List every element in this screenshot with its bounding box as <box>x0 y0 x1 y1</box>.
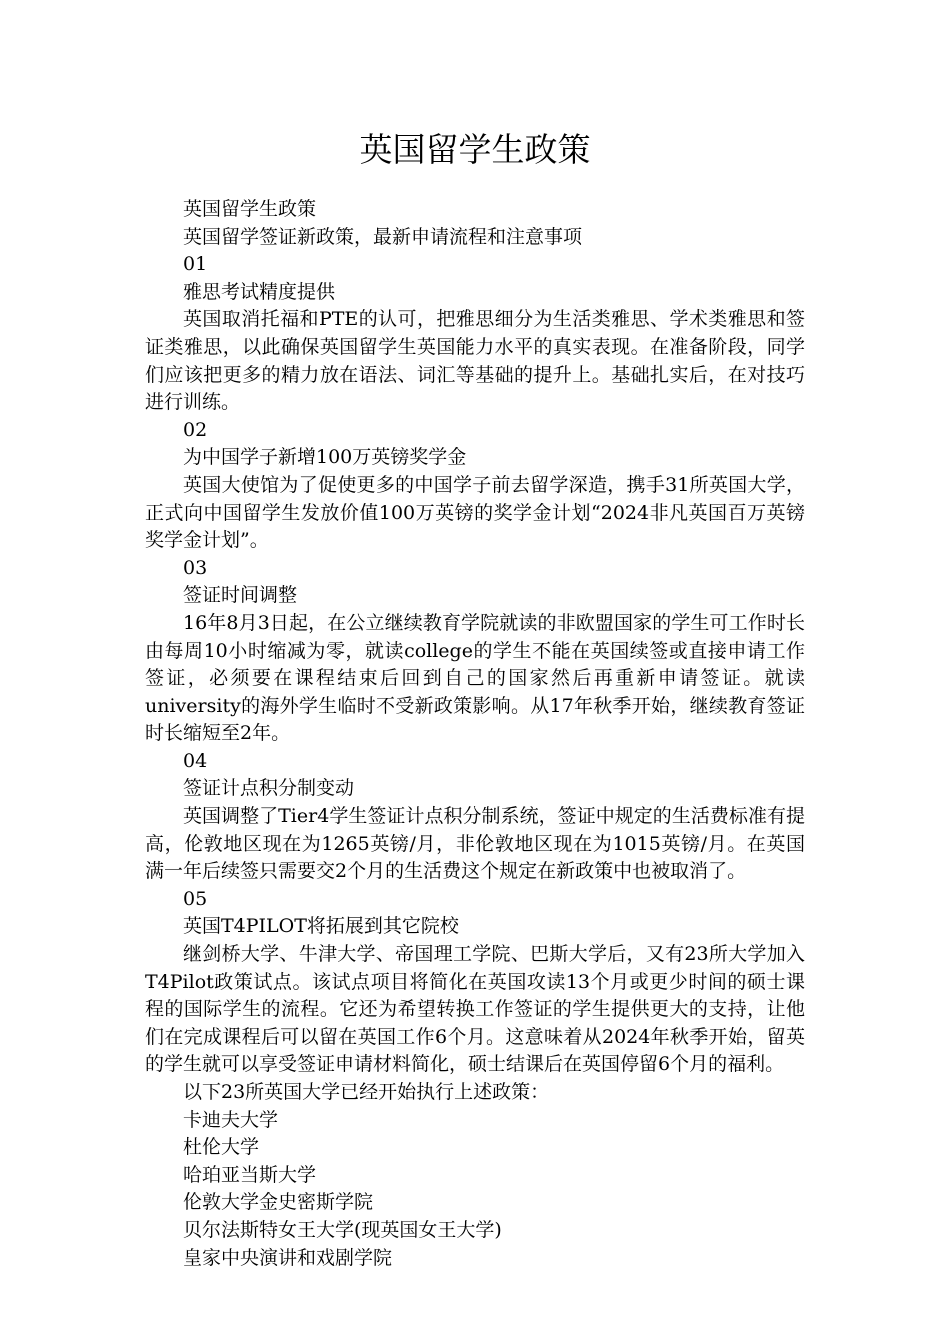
section-heading: 为中国学子新增100万英镑奖学金 <box>183 446 467 469</box>
university-list-item: 哈珀亚当斯大学 <box>183 1163 317 1186</box>
section-heading: 签证计点积分制变动 <box>183 777 355 800</box>
university-list-item: 贝尔法斯特女王大学(现英国女王大学) <box>183 1218 502 1241</box>
document-title: 英国留学生政策 <box>359 130 591 169</box>
section-number: 03 <box>183 556 208 579</box>
paragraph: 16年8月3日起，在公立继续教育学院就读的非欧盟国家的学生可工作时长由每周10小时缩减为零，就读college的学生不能在英国续签或直接申请工作签证，必须要在课程结束后回到自己的国家然后再重新申请签证。就读university的海外学生临时不受新政策影响。从17年秋季开始，继续教育签证时长缩短至2年。 <box>145 611 805 745</box>
paragraph-subtitle: 英国留学签证新政策，最新申请流程和注意事项 <box>183 225 583 248</box>
section-heading: 雅思考试精度提供 <box>183 280 336 303</box>
university-list-item: 皇家中央演讲和戏剧学院 <box>183 1246 393 1269</box>
document-body <box>145 196 805 1272</box>
university-list-item: 卡迪夫大学 <box>183 1108 279 1131</box>
section-number: 01 <box>183 253 208 276</box>
university-list-item: 杜伦大学 <box>183 1136 260 1159</box>
section-number: 05 <box>183 887 208 910</box>
paragraph: 英国取消托福和PTE的认可，把雅思细分为生活类雅思、学术类雅思和签证类雅思，以此确保英国留学生英国能力水平的真实表现。在准备阶段，同学们应该把更多的精力放在语法、词汇等基础的提升上。基础扎实后，在对技巧进行训练。 <box>145 308 805 414</box>
section-number: 04 <box>183 749 208 772</box>
section-heading: 英国T4PILOT将拓展到其它院校 <box>183 915 459 938</box>
section-number: 02 <box>183 418 208 441</box>
paragraph: 英国大使馆为了促使更多的中国学子前去留学深造，携手31所英国大学，正式向中国留学生发放价值100万英镑的奖学金计划“2024非凡英国百万英镑奖学金计划”。 <box>145 473 805 552</box>
university-list-item: 伦敦大学金史密斯学院 <box>183 1191 374 1214</box>
paragraph-heading: 英国留学生政策 <box>183 198 317 220</box>
paragraph: 继剑桥大学、牛津大学、帝国理工学院、巴斯大学后，又有23所大学加入T4Pilot政策试点。该试点项目将简化在英国攻读13个月或更少时间的硕士课程的国际学生的流程。它还为希望转换工作签证的学生提供更大的支持，让他们在完成课程后可以留在英国工作6个月。这意味着从2024年秋季开始，留英的学生就可以享受签证申请材料简化，硕士结课后在英国停留6个月的福利。 <box>145 943 805 1076</box>
section-heading: 签证时间调整 <box>183 584 298 607</box>
list-intro: 以下23所英国大学已经开始执行上述政策： <box>183 1081 550 1103</box>
paragraph: 英国调整了Tier4学生签证计点积分制系统，签证中规定的生活费标准有提高，伦敦地区现在为1265英镑/月，非伦敦地区现在为1015英镑/月。在英国满一年后续签只需要交2个月的生活费这个规定在新政策中也被取消了。 <box>145 805 805 883</box>
